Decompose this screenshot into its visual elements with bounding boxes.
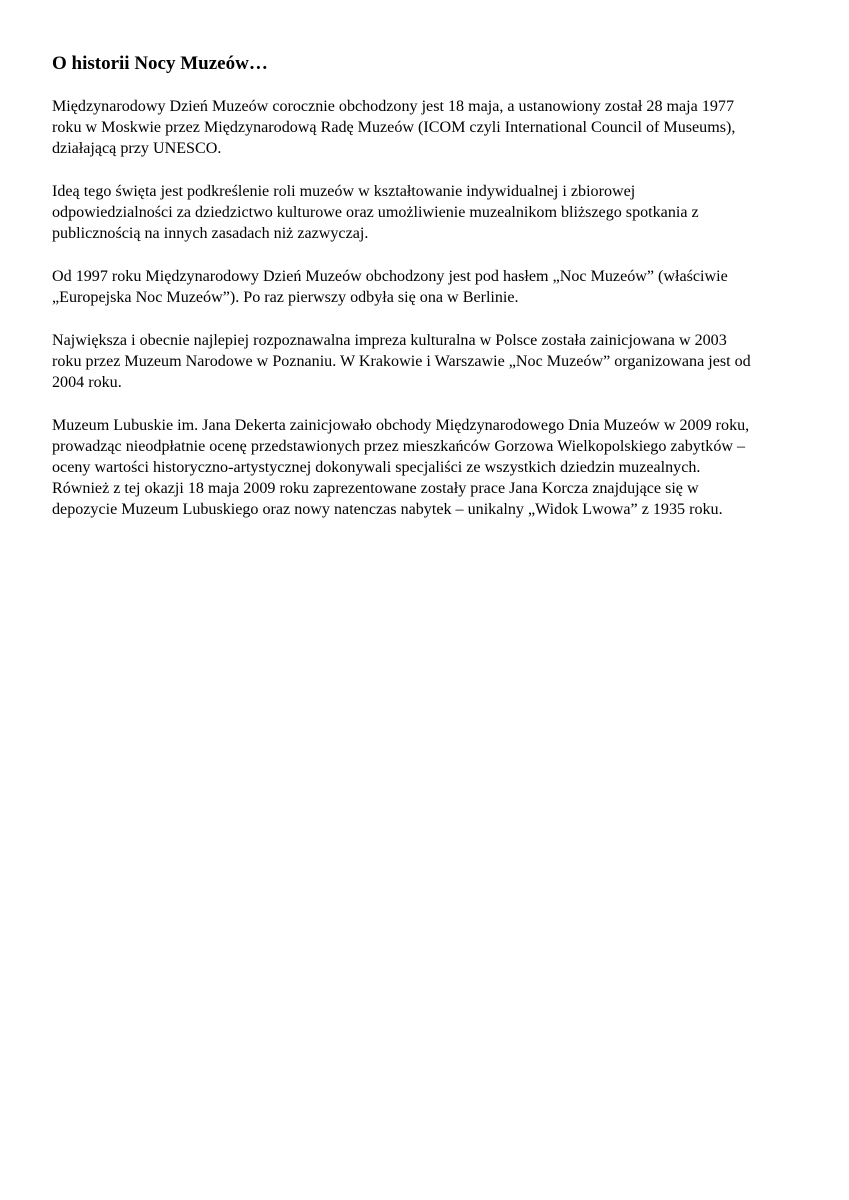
text-line: Ideą tego święta jest podkreślenie roli muzeów w kształtowanie indywidualnej i zbiorowej [52, 183, 636, 200]
document-content [52, 52, 812, 542]
text-line: oceny wartości historyczno-artystycznej dokonywali specjaliści ze wszystkich dziedzin muzealnych. [52, 459, 701, 476]
text-line: depozycie Muzeum Lubuskiego oraz nowy natenczas nabytek – unikalny „Widok Lwowa” z 1935 roku. [52, 501, 723, 518]
paragraph-purpose [52, 181, 812, 244]
paragraph-muzeum-lubuskie [52, 415, 812, 520]
text-line: publicznością na innych zasadach niż zazwyczaj. [52, 225, 369, 242]
paragraph-icom-origin [52, 96, 812, 159]
text-line: 2004 roku. [52, 374, 122, 391]
text-line: roku w Moskwie przez Międzynarodową Radę Muzeów (ICOM czyli International Council of Museums), [52, 119, 736, 136]
text-line: Muzeum Lubuskie im. Jana Dekerta zainicjowało obchody Międzynarodowego Dnia Muzeów w 2009 roku, [52, 417, 750, 434]
paragraph-poland [52, 330, 812, 393]
text-line: działającą przy UNESCO. [52, 140, 222, 157]
text-line: odpowiedzialności za dziedzictwo kulturowe oraz umożliwienie muzealnikom bliższego spotkania z [52, 204, 699, 221]
text-line: Największa i obecnie najlepiej rozpoznawalna impreza kulturalna w Polsce została zainicjowana w 2003 [52, 332, 727, 349]
text-line: Od 1997 roku Międzynarodowy Dzień Muzeów obchodzony jest pod hasłem „Noc Muzeów” (właściwie [52, 268, 728, 285]
paragraph-night-of-museums [52, 266, 812, 308]
text-line: „Europejska Noc Muzeów”). Po raz pierwszy odbyła się ona w Berlinie. [52, 289, 519, 306]
text-line: Międzynarodowy Dzień Muzeów corocznie obchodzony jest 18 maja, a ustanowiony został 28 maja 1977 [52, 98, 735, 115]
text-line: roku przez Muzeum Narodowe w Poznaniu. W Krakowie i Warszawie „Noc Muzeów” organizowana jest od [52, 353, 751, 370]
document-title: O historii Nocy Muzeów… [52, 53, 268, 74]
text-line: prowadząc nieodpłatnie ocenę przedstawionych przez mieszkańców Gorzowa Wielkopolskiego zabytków – [52, 438, 746, 455]
text-line: Również z tej okazji 18 maja 2009 roku zaprezentowane zostały prace Jana Korcza znajdujące się w [52, 480, 699, 497]
